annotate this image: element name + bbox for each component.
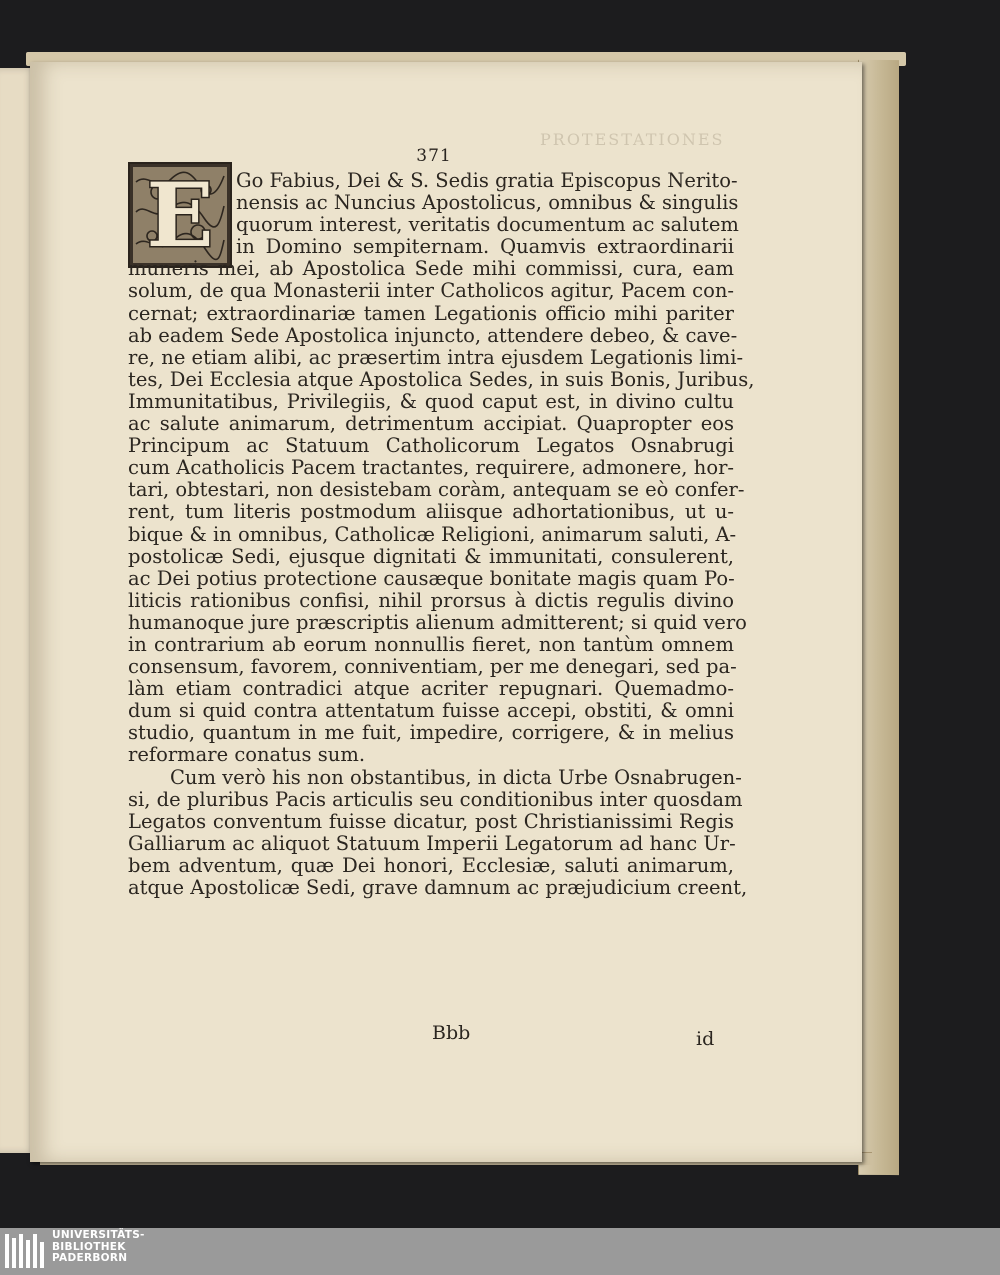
text-line: si, de pluribus Pacis articulis seu conditionibus inter quosdam (128, 787, 743, 811)
text-line: reformare conatus sum. (128, 743, 366, 767)
text-line: làm etiam contradici atque acriter repugnari. Quemadmo- (128, 677, 734, 701)
bleed-through-text: PROTESTATIONES (540, 130, 725, 149)
text-line: consensum, favorem, conniventiam, per me denegari, sed pa- (128, 655, 737, 679)
text-line: postolicæ Sedi, ejusque dignitati & immunitati, consulerent, (128, 544, 734, 568)
text-line: Go Fabius, Dei & S. Sedis gratia Episcopus Nerito- (236, 169, 738, 192)
footer-bar (0, 1228, 1000, 1275)
text-line: in Domino sempiternam. Quamvis extraordinarii (236, 235, 734, 259)
text-line: humanoque jure præscriptis alienum admitterent; si quid vero (128, 610, 747, 634)
text-line: re, ne etiam alibi, ac præsertim intra ejusdem Legationis limi- (128, 345, 744, 369)
text-line: in contrarium ab eorum nonnullis fieret, non tantùm omnem (128, 632, 734, 656)
text-line: tes, Dei Ecclesia atque Apostolica Sedes, in suis Bonis, Juribus, (128, 367, 755, 391)
text-line: liticis rationibus confisi, nihil prorsus à dictis regulis divino (128, 588, 734, 612)
text-line: solum, de qua Monasterii inter Catholicos agitur, Pacem con- (128, 279, 734, 303)
text-line: ab eadem Sede Apostolica injuncto, attendere debeo, & cave- (128, 323, 738, 347)
page-fore-edge (858, 60, 899, 1175)
text-line: quorum interest, veritatis documentum ac salutem (236, 213, 739, 237)
catchword: id (696, 1028, 715, 1050)
text-line: Principum ac Statuum Catholicorum Legatos Osnabrugi (128, 434, 734, 458)
body-text (128, 169, 755, 899)
text-line: Cum verò his non obstantibus, in dicta Urbe Osnabrugen- (170, 765, 742, 789)
text-line: ac Dei potius protectione causæque bonitate magis quam Po- (128, 566, 735, 590)
text-line: nensis ac Nuncius Apostolicus, omnibus & singulis (236, 191, 739, 215)
library-name-line: BIBLIOTHEK (52, 1240, 126, 1253)
initial-letter: E (146, 163, 214, 267)
text-line: bique & in omnibus, Catholicæ Religioni, animarum saluti, A- (128, 522, 737, 546)
text-line: Immunitatibus, Privilegiis, & quod caput est, in divino cultu (128, 389, 734, 413)
text-line: atque Apostolicæ Sedi, grave damnum ac præjudicium creent, (128, 876, 748, 899)
text-line: cernat; extraordinariæ tamen Legationis officio mihi pariter (128, 301, 734, 325)
library-logo-icon (2, 1230, 46, 1272)
text-line: tari, obtestari, non desistebam coràm, antequam se eò confer- (128, 478, 745, 502)
text-line: cum Acatholicis Pacem tractantes, requirere, admonere, hor- (128, 456, 734, 480)
signature-mark: Bbb (432, 1022, 471, 1044)
library-name (52, 1230, 145, 1265)
text-line: bem adventum, quæ Dei honori, Ecclesiæ, saluti animarum, (128, 853, 734, 877)
text-line: Galliarum ac aliquot Statuum Imperii Legatorum ad hanc Ur- (128, 831, 736, 855)
text-line: Legatos conventum fuisse dicatur, post Christianissimi Regis (128, 809, 734, 833)
library-name-line: PADERBORN (52, 1252, 128, 1264)
text-line: ac salute animarum, detrimentum accipiat. Quapropter eos (128, 412, 734, 436)
library-name-line: UNIVERSITÄTS- (52, 1229, 145, 1241)
text-line: studio, quantum in me fuit, impedire, corrigere, & in melius (128, 721, 734, 745)
text-line: dum si quid contra attentatum fuisse accepi, obstiti, & omni (128, 699, 734, 723)
text-line: rent, tum literis postmodum aliisque adhortationibus, ut u- (128, 500, 734, 524)
page-number: 371 (416, 146, 452, 166)
text-line: muneris mei, ab Apostolica Sede mihi commissi, cura, eam (128, 257, 734, 281)
